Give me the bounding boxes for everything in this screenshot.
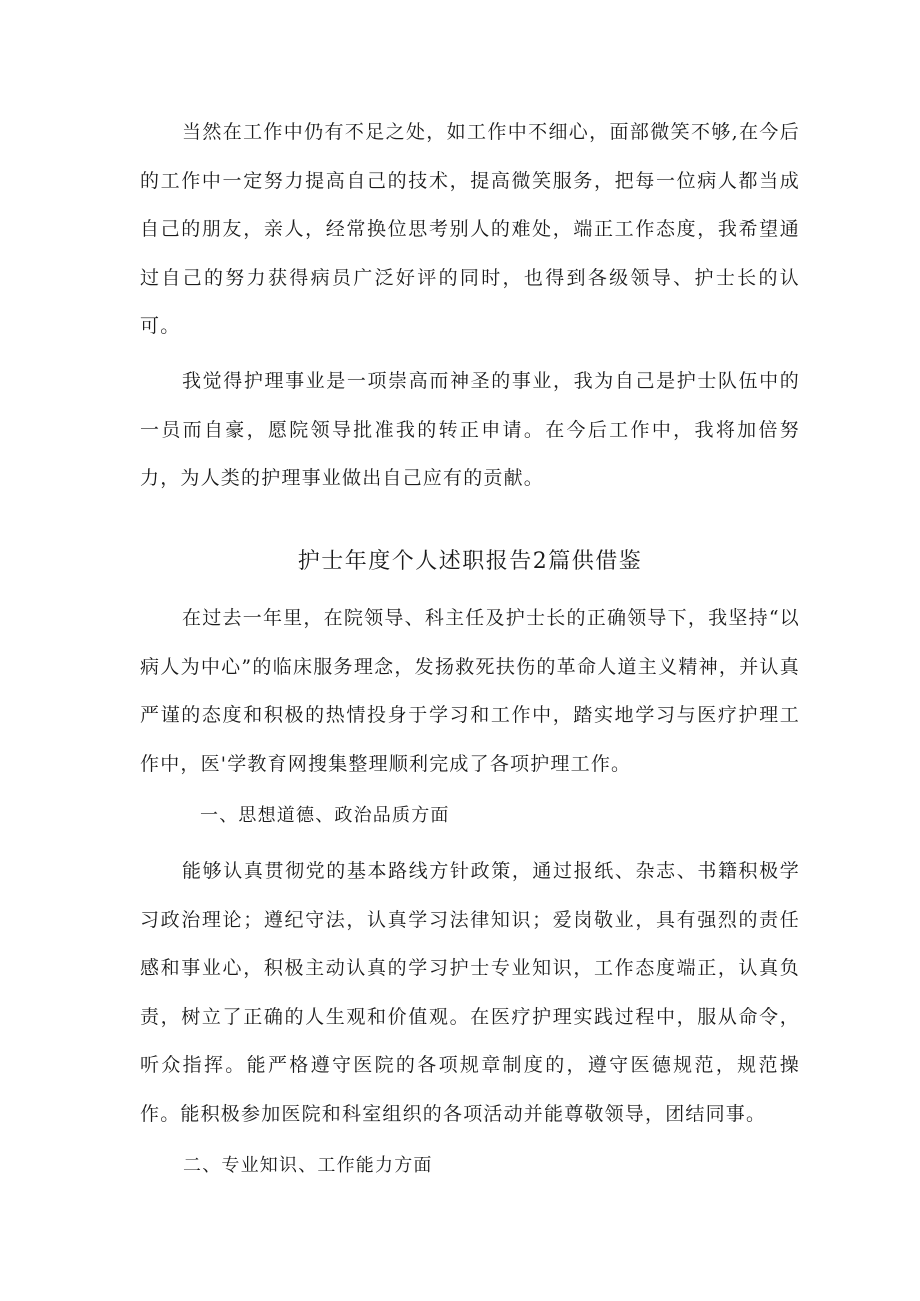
document-title: 护士年度个人述职报告2篇供借鉴: [297, 549, 643, 574]
paragraph-shortcomings: 当然在工作中仍有不足之处，如工作中不细心，面部微笑不够,在今后的工作中一定努力提高自己的技术，提高微笑服务，把每一位病人都当成自己的朋友，亲人，经常换位思考别人的难处，端正工作态度，我希望通过自己的努力获得病员广泛好评的同时，也得到各级领导、护士长的认可。: [140, 121, 800, 337]
paragraph-ethics: 能够认真贯彻党的基本路线方针政策，通过报纸、杂志、书籍积极学习政治理论；遵纪守法，认真学习法律知识；爱岗敬业，具有强烈的责任感和事业心，积极主动认真的学习护士专业知识，工作态度端正，认真负责，树立了正确的人生观和价值观。在医疗护理实践过程中，服从命令，听众指挥。能严格遵守医院的各项规章制度的，遵守医德规范，规范操作。能积极参加医院和科室组织的各项活动并能尊敬领导，团结同事。: [140, 860, 800, 1125]
section-heading-professional: 二、专业知识、工作能力方面: [183, 1155, 433, 1176]
paragraph-conclusion: 我觉得护理事业是一项崇高而神圣的事业，我为自己是护士队伍中的一员而自豪，愿院领导批准我的转正申请。在今后工作中，我将加倍努力，为人类的护理事业做出自己应有的贡献。: [140, 370, 800, 489]
section-heading-ethics: 一、思想道德、政治品质方面: [200, 805, 450, 826]
paragraph-introduction: 在过去一年里，在院领导、科主任及护士长的正确领导下，我坚持“以病人为中心”的临床服务理念，发扬救死扶伤的革命人道主义精神，并认真严谨的态度和积极的热情投身于学习和工作中，踏实地学习与医疗护理工作中，医'学教育网搜集整理顺利完成了各项护理工作。: [140, 607, 800, 775]
